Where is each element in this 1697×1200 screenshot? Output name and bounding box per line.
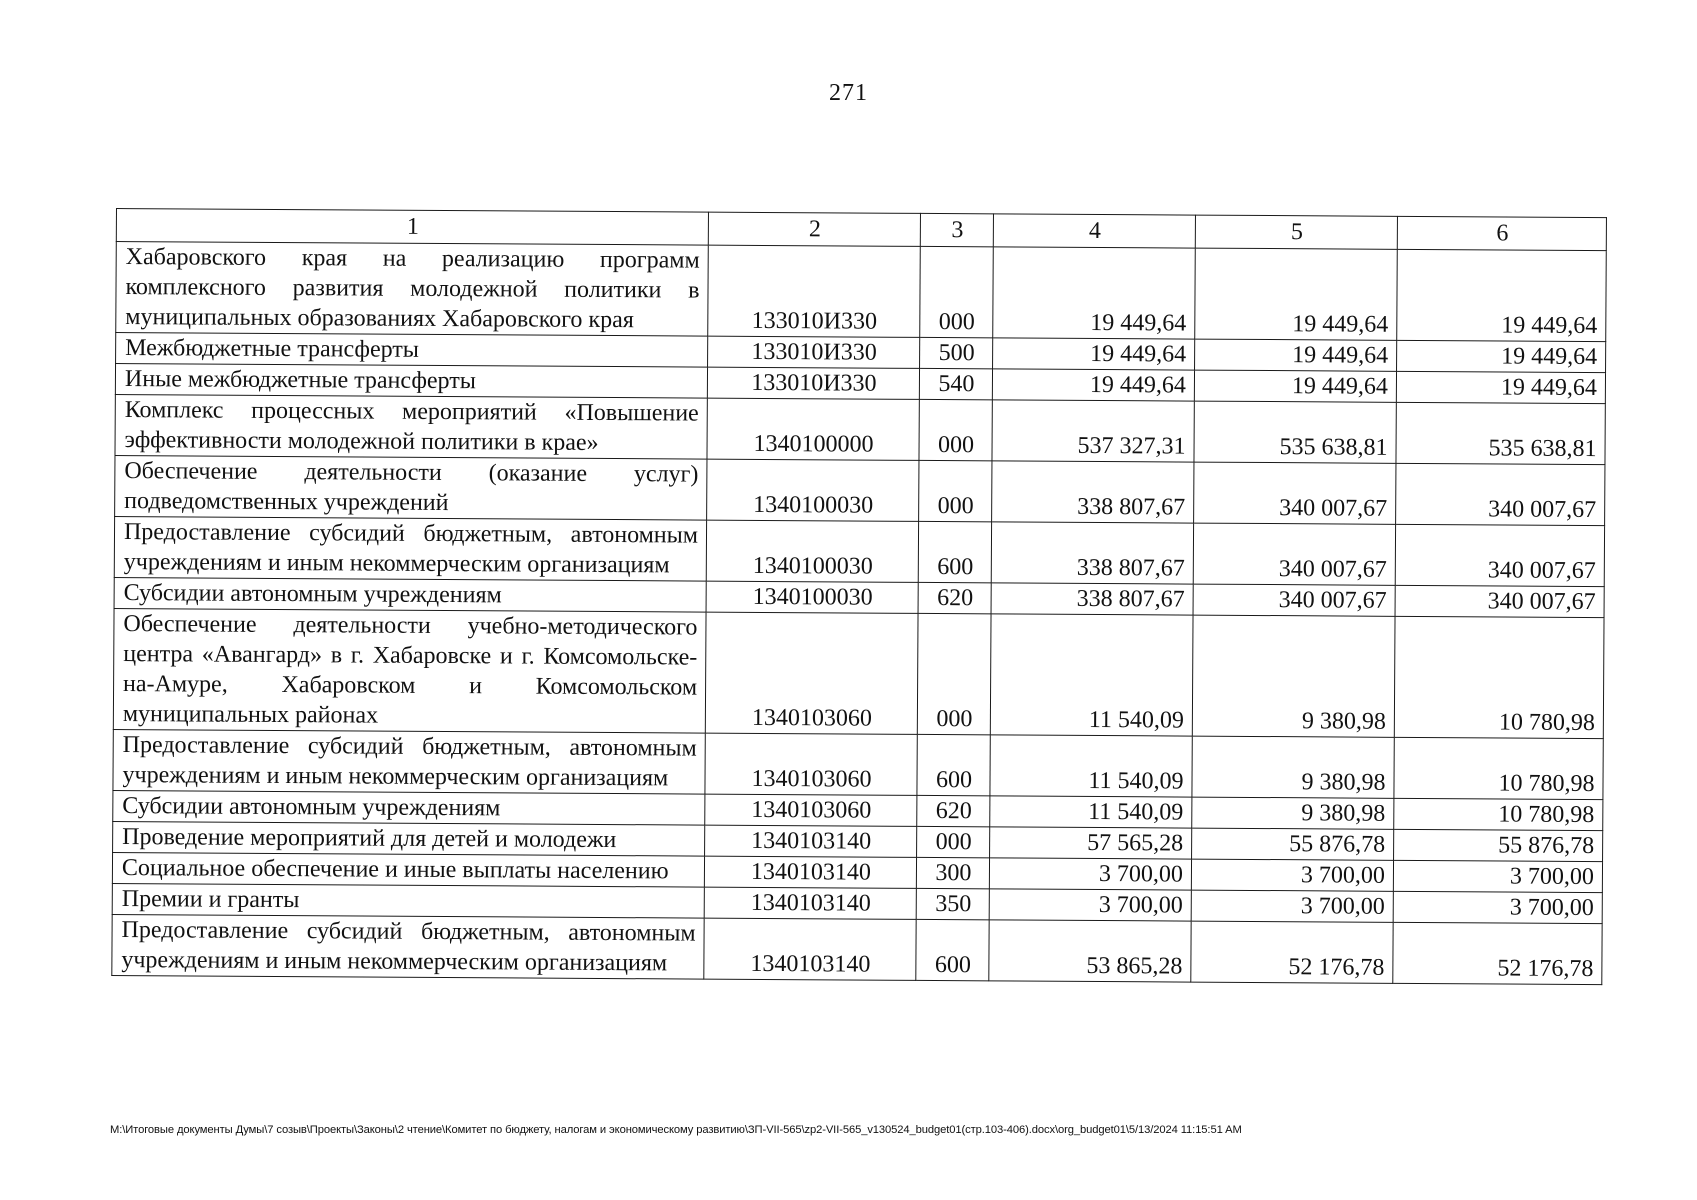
row-value-6: 52 176,78	[1393, 922, 1602, 984]
row-value-4: 19 449,64	[992, 369, 1194, 401]
row-value-6: 10 780,98	[1394, 616, 1604, 738]
row-value-4: 11 540,09	[990, 614, 1193, 736]
row-type: 540	[919, 368, 992, 399]
row-type: 600	[917, 734, 990, 795]
row-value-5: 19 449,64	[1194, 370, 1396, 402]
row-name: Предоставление субсидий бюджетным, автономным учреждениям и иным некоммерческим организациям	[112, 914, 704, 979]
row-value-6: 19 449,64	[1397, 340, 1606, 372]
row-type: 620	[918, 582, 991, 613]
row-name: Комплекс процессных мероприятий «Повышение эффективности молодежной политики в крае»	[115, 394, 707, 459]
row-code: 1340103060	[705, 794, 917, 826]
row-type: 000	[919, 460, 992, 521]
table-row	[113, 729, 1603, 799]
column-header-4: 4	[993, 214, 1195, 248]
row-value-6: 10 780,98	[1394, 798, 1603, 830]
row-value-4: 3 700,00	[989, 889, 1191, 921]
row-code: 133010И330	[708, 336, 920, 368]
footer-file-path: M:\Итоговые документы Думы\7 созыв\Проекты\Законы\2 чтение\Комитет по бюджету, налогам и экономическому развитию\ЗП-VII-565\zp2-VII-565_v130524_budget01(стр.103-406).docx\org_budget01\5/13/2024 11:15:51 AM	[110, 1124, 1242, 1136]
row-value-5: 55 876,78	[1192, 828, 1394, 860]
column-header-2: 2	[708, 212, 920, 246]
row-code: 1340103140	[704, 856, 916, 888]
row-value-4: 338 807,67	[992, 461, 1194, 523]
row-value-4: 53 865,28	[989, 920, 1191, 982]
row-type: 300	[916, 857, 989, 888]
row-name: Обеспечение деятельности учебно-методического центра «Авангард» в г. Хабаровске и г. Комсомольске-на-Амуре, Хабаровском и Комсомольском муниципальных районах	[113, 608, 706, 733]
row-value-5: 19 449,64	[1195, 339, 1397, 371]
column-header-1: 1	[116, 209, 708, 246]
row-value-4: 19 449,64	[993, 338, 1195, 370]
row-code: 1340103060	[705, 612, 918, 734]
row-type: 000	[920, 246, 994, 337]
row-name: Субсидии автономным учреждениям	[114, 577, 706, 612]
row-code: 1340103140	[704, 918, 916, 980]
row-code: 1340100030	[707, 459, 919, 521]
table-row	[116, 242, 1607, 342]
row-value-5: 3 700,00	[1191, 890, 1393, 922]
row-code: 1340100030	[706, 520, 918, 582]
row-value-5: 52 176,78	[1191, 921, 1393, 983]
row-name: Субсидии автономным учреждениям	[113, 790, 705, 825]
page-number: 271	[829, 80, 868, 106]
row-value-6: 340 007,67	[1395, 524, 1604, 586]
row-name: Межбюджетные трансферты	[116, 333, 708, 368]
row-type: 000	[917, 826, 990, 857]
row-value-6: 340 007,67	[1395, 585, 1604, 617]
row-value-5: 9 380,98	[1192, 797, 1394, 829]
row-value-6: 340 007,67	[1396, 463, 1605, 525]
row-name: Обеспечение деятельности (оказание услуг) подведомственных учреждений	[115, 455, 707, 520]
row-type: 600	[916, 919, 989, 980]
row-value-5: 340 007,67	[1193, 584, 1395, 616]
row-name: Хабаровского края на реализацию программ комплексного развития молодежной политики в муниципальных образованиях Хабаровского края	[116, 242, 709, 337]
row-value-6: 3 700,00	[1393, 891, 1602, 923]
row-value-5: 9 380,98	[1192, 615, 1395, 737]
row-name: Проведение мероприятий для детей и молодежи	[113, 821, 705, 856]
row-code: 1340103140	[705, 825, 917, 857]
row-value-5: 340 007,67	[1194, 462, 1396, 524]
row-value-5: 9 380,98	[1192, 736, 1394, 798]
row-value-5: 535 638,81	[1194, 401, 1396, 463]
row-code: 1340100000	[707, 398, 919, 460]
row-value-6: 10 780,98	[1394, 737, 1603, 799]
table-row	[112, 914, 1602, 984]
row-value-4: 11 540,09	[990, 735, 1192, 797]
table-row	[115, 394, 1605, 464]
row-value-6: 19 449,64	[1396, 371, 1605, 403]
table-row	[114, 516, 1604, 586]
row-value-6: 19 449,64	[1397, 249, 1607, 341]
column-header-6: 6	[1397, 216, 1606, 250]
row-code: 1340100030	[706, 581, 918, 613]
table-row	[113, 608, 1604, 738]
row-code: 133010И330	[708, 245, 921, 337]
column-header-5: 5	[1195, 215, 1397, 249]
row-name: Предоставление субсидий бюджетным, автономным учреждениям и иным некоммерческим организациям	[114, 516, 706, 581]
row-value-4: 19 449,64	[993, 247, 1196, 339]
row-code: 1340103140	[704, 887, 916, 919]
row-type: 600	[918, 521, 991, 582]
row-value-4: 537 327,31	[992, 400, 1194, 462]
row-value-5: 340 007,67	[1193, 523, 1395, 585]
row-name: Предоставление субсидий бюджетным, автономным учреждениям и иным некоммерческим организациям	[113, 729, 705, 794]
row-name: Премии и гранты	[112, 883, 704, 918]
row-value-5: 19 449,64	[1195, 248, 1398, 340]
row-value-4: 3 700,00	[989, 858, 1191, 890]
row-name: Иные межбюджетные трансферты	[115, 364, 707, 399]
column-header-3: 3	[920, 213, 993, 246]
budget-table	[111, 208, 1607, 985]
row-value-4: 338 807,67	[991, 522, 1193, 584]
row-code: 133010И330	[707, 367, 919, 399]
row-value-4: 11 540,09	[990, 796, 1192, 828]
row-type: 620	[917, 795, 990, 826]
row-value-6: 535 638,81	[1396, 402, 1605, 464]
row-value-4: 57 565,28	[990, 827, 1192, 859]
row-type: 000	[919, 399, 992, 460]
row-type: 500	[920, 337, 993, 368]
table-row	[115, 455, 1605, 525]
row-name: Социальное обеспечение и иные выплаты населению	[112, 852, 704, 887]
row-code: 1340103060	[705, 733, 917, 795]
row-value-5: 3 700,00	[1191, 859, 1393, 891]
row-value-6: 55 876,78	[1394, 829, 1603, 861]
row-type: 350	[916, 888, 989, 919]
row-type: 000	[917, 613, 991, 734]
row-value-4: 338 807,67	[991, 583, 1193, 615]
row-value-6: 3 700,00	[1393, 860, 1602, 892]
